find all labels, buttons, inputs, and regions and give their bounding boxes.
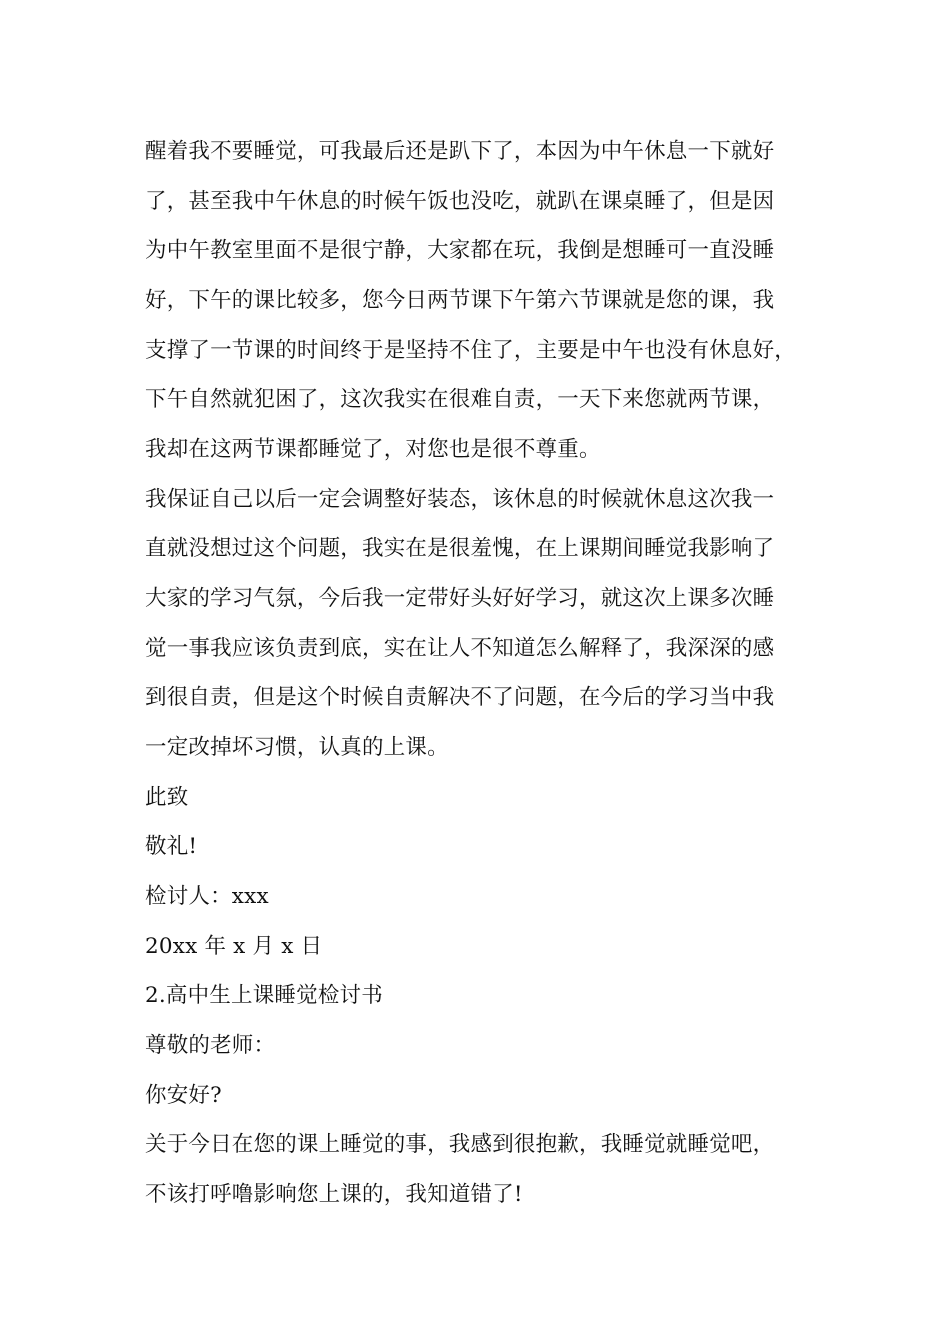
date-line: 20xx 年 x 月 x 日 [145, 934, 323, 959]
salutation-closing: 此致 [145, 785, 189, 810]
text-line: 支撑了一节课的时间终于是坚持不住了，主要是中午也没有休息好， [145, 338, 797, 363]
text-line: 好，下午的课比较多，您今日两节课下午第六节课就是您的课，我 [145, 288, 775, 313]
greeting-line: 尊敬的老师： [145, 1033, 276, 1058]
text-line: 到很自责，但是这个时候自责解决不了问题，在今后的学习当中我 [145, 685, 775, 710]
text-line: 一定改掉坏习惯，认真的上课。 [145, 735, 449, 760]
text-line: 下午自然就犯困了，这次我实在很难自责，一天下来您就两节课， [145, 387, 775, 412]
text-line: 我却在这两节课都睡觉了，对您也是很不尊重。 [145, 437, 601, 462]
text-line: 觉一事我应该负责到底，实在让人不知道怎么解释了，我深深的感 [145, 636, 775, 661]
section-heading: 2.高中生上课睡觉检讨书 [145, 983, 383, 1008]
text-line: 关于今日在您的课上睡觉的事，我感到很抱歉，我睡觉就睡觉吧， [145, 1132, 775, 1157]
text-line: 大家的学习气氛，今后我一定带好头好好学习，就这次上课多次睡 [145, 586, 775, 611]
text-line: 了，甚至我中午休息的时候午饭也没吃，就趴在课桌睡了，但是因 [145, 189, 775, 214]
text-line: 我保证自己以后一定会调整好装态，该休息的时候就休息这次我一 [145, 487, 775, 512]
greeting-line: 你安好? [145, 1083, 222, 1108]
signature-line: 检讨人：xxx [145, 884, 269, 909]
text-line: 不该打呼噜影响您上课的，我知道错了! [145, 1182, 523, 1207]
text-line: 醒着我不要睡觉，可我最后还是趴下了，本因为中午休息一下就好 [145, 139, 775, 164]
salutation-regards: 敬礼! [145, 834, 198, 859]
text-line: 为中午教室里面不是很宁静，大家都在玩，我倒是想睡可一直没睡 [145, 238, 775, 263]
text-line: 直就没想过这个问题，我实在是很羞愧，在上课期间睡觉我影响了 [145, 536, 775, 561]
